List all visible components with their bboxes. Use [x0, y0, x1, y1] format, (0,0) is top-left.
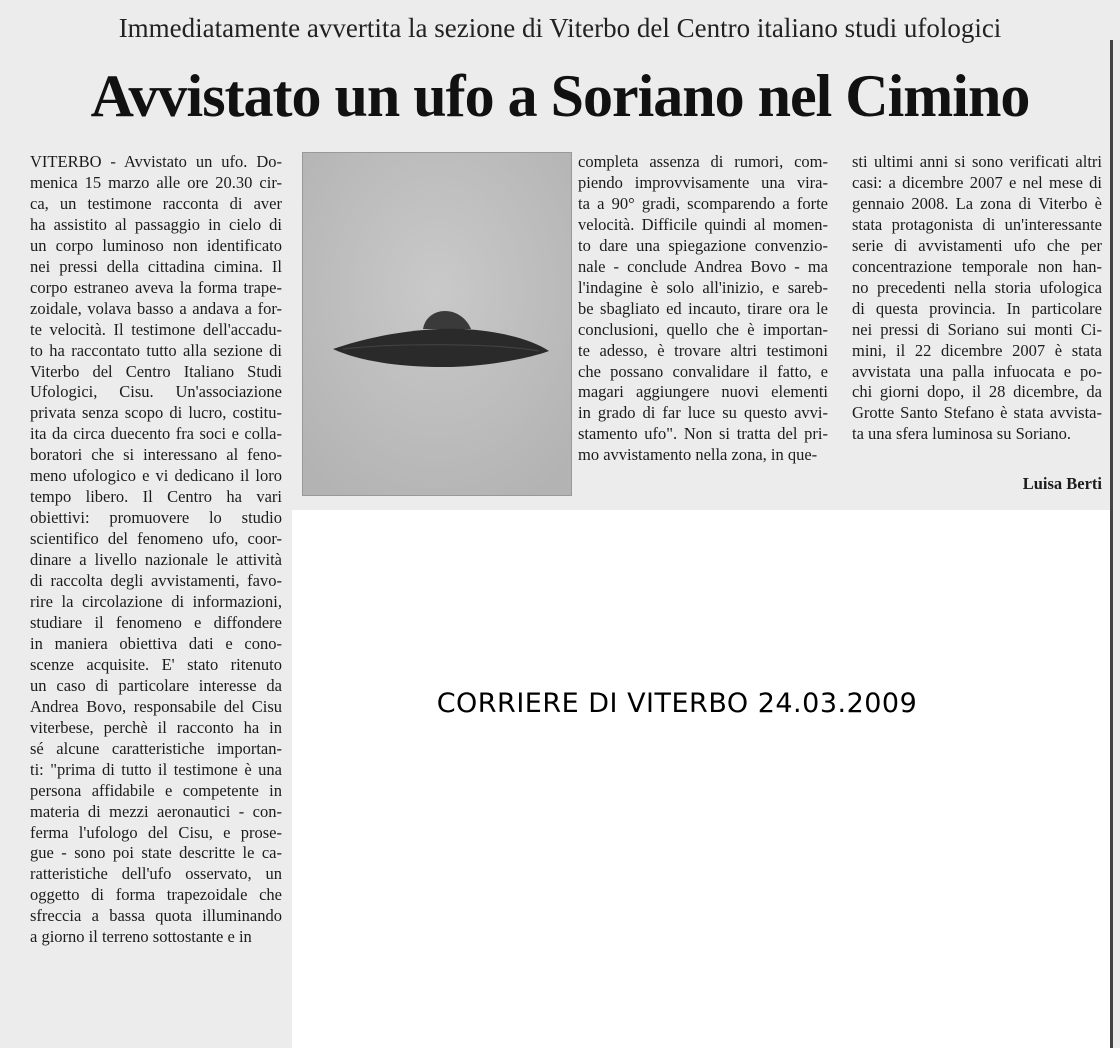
article-text-line: ta a 90° gradi, scomparendo a forte: [578, 193, 828, 213]
article-text-line: piendo improvvisamente una vira-: [578, 172, 828, 192]
article-text-line: privata senza scopo di lucro, costitu-: [30, 403, 282, 423]
article-text-line: viterbese, perchè il racconto ha in: [30, 717, 282, 737]
article-text-line: scenze acquisite. E' stato ritenuto: [30, 654, 282, 674]
article-byline: Luisa Berti: [1022, 474, 1102, 493]
caption-panel: [292, 510, 1110, 1048]
article-text-line: gue - sono poi state descritte le ca-: [30, 843, 282, 863]
article-text-line: ti: "prima di tutto il testimone è una: [30, 759, 282, 779]
article-text-line: ha assistito al passaggio in cielo di: [30, 214, 282, 234]
article-text-line: ita da circa duecento fra soci e colla-: [30, 424, 282, 444]
article-text-line: Andrea Bovo, responsabile del Cisu: [30, 696, 282, 716]
article-text-line: menica 15 marzo alle ore 20.30 cir-: [30, 172, 282, 192]
article-text-line: materia di mezzi aeronautici - con-: [30, 801, 282, 821]
article-text-line: in maniera obiettiva dati e cono-: [30, 633, 282, 653]
article-text-line: oggetto di forma trapezoidale che: [30, 885, 282, 905]
article-text-line: di raccolta degli avvistamenti, favo-: [30, 571, 282, 591]
article-text-line: stamento ufo". Non si tratta del pri-: [578, 424, 828, 444]
article-text-line: conclusioni, quello che è importan-: [578, 319, 828, 339]
source-caption: CORRIERE DI VITERBO 24.03.2009: [436, 688, 918, 719]
article-text-line: Ufologici, Cisu. Un'associazione: [30, 382, 282, 402]
article-text-line: boratori che si interessano al feno-: [30, 445, 282, 465]
article-text-line: studiare il fenomeno e diffondere: [30, 612, 282, 632]
article-text-line: concentrazione temporale non han-: [852, 256, 1102, 276]
article-text-line: l'indagine è solo all'inizio, e sareb-: [578, 277, 828, 297]
article-text-line: velocità. Difficile quindi al momen-: [578, 214, 828, 234]
article-text-line: sti ultimi anni si sono verificati altri: [852, 152, 1102, 171]
article-headline: Avvistato un ufo a Soriano nel Cimino: [90, 63, 1030, 129]
article-text-line: ferma l'ufologo del Cisu, e prose-: [30, 822, 282, 842]
article-text-line: mo avvistamento nella zona, in que-: [578, 445, 818, 465]
article-text-line: chi giorni dopo, il 28 dicembre, da: [852, 382, 1102, 402]
article-text-line: zoidale, volava basso a andava a for-: [30, 298, 282, 318]
article-text-line: un caso di particolare interesse da: [30, 675, 282, 695]
article-text-line: persona affidabile e competente in: [30, 780, 282, 800]
article-text-line: ratteristiche dell'ufo osservato, un: [30, 864, 282, 884]
article-text-line: VITERBO - Avvistato un ufo. Do-: [30, 152, 282, 171]
article-text-line: te velocità. Il testimone dell'accadu-: [30, 319, 282, 339]
article-text-line: in grado di far luce su questo avvi-: [578, 403, 828, 423]
ufo-photo: [302, 152, 572, 496]
article-text-line: nale - conclude Andrea Bovo - ma: [578, 256, 828, 276]
article-text-line: Viterbo del Centro Italiano Studi: [30, 361, 282, 381]
article-text-line: tempo libero. Il Centro ha vari: [30, 487, 282, 507]
article-text-line: stata protagonista di un'interessante: [852, 214, 1102, 234]
article-text-line: obiettivi: promuovere lo studio: [30, 508, 282, 528]
article-text-line: te adesso, è trovare altri testimoni: [578, 340, 828, 360]
article-text-line: a giorno il terreno sottostante e in: [30, 927, 252, 947]
ufo-image-icon: [303, 153, 571, 495]
article-text-line: di questa provincia. In particolare: [852, 298, 1102, 318]
article-text-line: ta una sfera luminosa su Soriano.: [852, 424, 1072, 444]
article-text-line: mini, il 22 dicembre 2007 è stata: [852, 340, 1102, 360]
article-column-2: [578, 152, 828, 466]
article-text-line: meno ufologico e vi dedicano il loro: [30, 466, 282, 486]
article-text-line: che possano convalidare il fatto, e: [578, 361, 828, 381]
article-text-line: sfreccia a bassa quota illuminando: [30, 906, 282, 926]
article-text-line: to ha raccontato tutto alla sezione di: [30, 340, 282, 360]
article-text-line: rire la circolazione di informazioni,: [30, 592, 282, 612]
article-text-line: nei pressi di Soriano sui monti Ci-: [852, 319, 1102, 339]
article-text-line: completa assenza di rumori, com-: [578, 152, 828, 171]
article-text-line: gennaio 2008. La zona di Viterbo è: [852, 193, 1102, 213]
article-text-line: un corpo luminoso non identificato: [30, 235, 282, 255]
article-text-line: no precedenti nella storia ufologica: [852, 277, 1102, 297]
article-text-line: corpo estraneo aveva la forma trape-: [30, 277, 282, 297]
article-text-line: sé alcune caratteristiche importan-: [30, 738, 282, 758]
article-text-line: to dare una spiegazione convenzio-: [578, 235, 828, 255]
article-text-line: scientifico del fenomeno ufo, coor-: [30, 529, 282, 549]
article-column-1: [30, 152, 282, 948]
article-text-line: magari aggiungere nuovi elementi: [578, 382, 828, 402]
article-text-line: nei pressi della cittadina cimina. Il: [30, 256, 282, 276]
article-text-line: ca, un testimone racconta di aver: [30, 193, 282, 213]
article-text-line: serie di avvistamenti ufo che per: [852, 235, 1102, 255]
article-text-line: Grotte Santo Stefano è stata avvista-: [852, 403, 1102, 423]
article-kicker: Immediatamente avvertita la sezione di Viterbo del Centro italiano studi ufologici: [118, 13, 1002, 43]
right-edge-rule: [1110, 40, 1113, 1048]
article-text-line: dinare a livello nazionale le attività: [30, 550, 282, 570]
article-column-3: [852, 152, 1102, 445]
article-text-line: casi: a dicembre 2007 e nel mese di: [852, 172, 1102, 192]
article-text-line: be sbagliato ed incauto, tirare ora le: [578, 298, 828, 318]
article-text-line: avvistata una palla infuocata e po-: [852, 361, 1102, 381]
